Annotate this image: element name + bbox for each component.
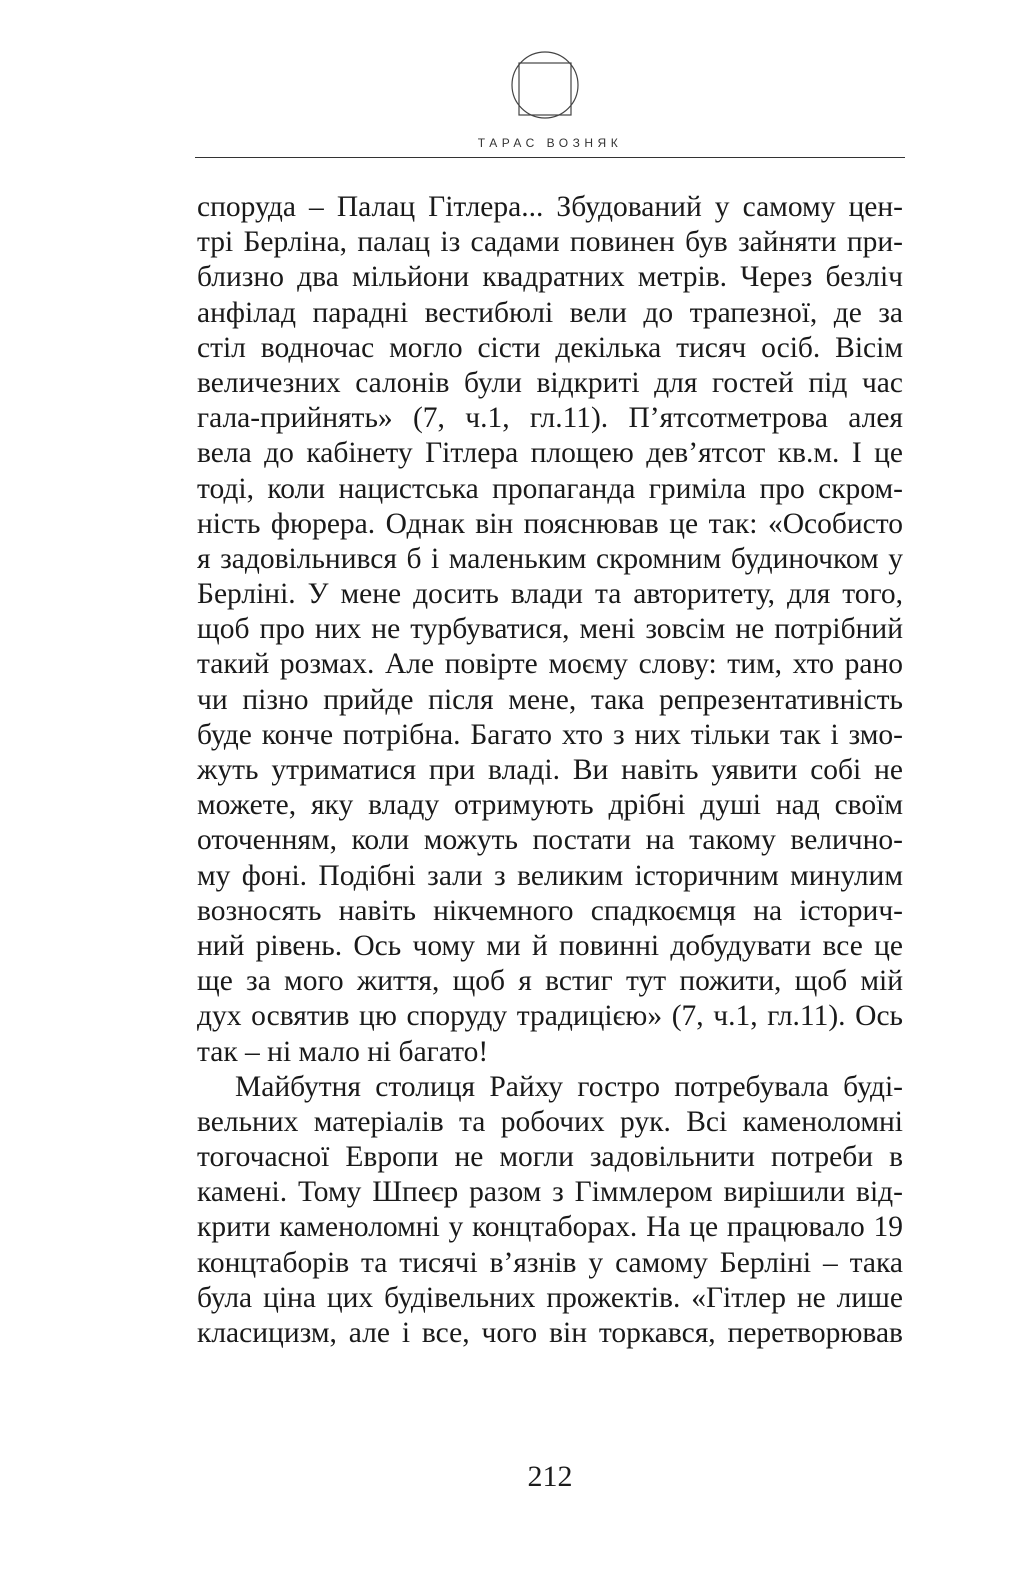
running-header-author: ТАРАС ВОЗНЯК [477, 136, 623, 150]
text-line: я задовільнився б і маленьким скромним будиночком у [197, 542, 903, 575]
text-line: вела до кабінету Гітлера площею дев’ятсот кв.м. І це [197, 437, 903, 470]
text-line: величезних салонів були відкриті для гостей під час [197, 366, 903, 399]
text-line: близно два мільйони квадратних метрів. Через безліч [197, 261, 903, 294]
circle-square-logo-icon [510, 50, 580, 120]
text-line: крити каменоломні у концтаборах. На це працювало 19 [197, 1211, 903, 1244]
text-line: так – ні мало ні багато! [197, 1035, 489, 1068]
text-line: стіл водночас могло сісти декілька тисяч осіб. Вісім [197, 331, 903, 364]
text-line: можете, яку владу отримують дрібні душі над своїм [197, 789, 903, 822]
text-line: дух освятив цю споруду традицією» (7, ч.1, гл.11). Ось [197, 1000, 903, 1033]
text-line: Майбутня столиця Райху гостро потребувала буді- [235, 1070, 903, 1103]
text-line: Берліні. У мене досить влади та авторитету, для того, [197, 578, 903, 611]
text-line: буде конче потрібна. Багато хто з них тільки так і змо- [197, 718, 903, 751]
text-line: концтаборів та тисячі в’язнів у самому Берліні – така [197, 1246, 903, 1279]
text-line: класицизм, але і все, чого він торкався, перетворював [197, 1317, 903, 1349]
text-line: оточенням, коли можуть постати на такому велично- [197, 824, 903, 857]
text-line: тоді, коли нацистська пропаганда гриміла про скром- [197, 472, 903, 505]
text-line: ний рівень. Ось чому ми й повинні добудувати все це [197, 929, 903, 962]
text-line: возносять навіть нікчемного спадкоємця на історич- [197, 894, 903, 927]
text-line: була ціна цих будівельних прожектів. «Гітлер не лише [197, 1281, 903, 1314]
text-line: тогочасної Европи не могли задовільнити потреби в [197, 1141, 903, 1174]
text-line: ще за мого життя, щоб я встиг тут пожити, щоб мій [197, 965, 903, 998]
text-line: трі Берліна, палац із садами повинен був зайняти при- [197, 226, 903, 259]
text-line: щоб про них не турбуватися, мені зовсім не потрібний [197, 613, 903, 646]
text-line: анфілад парадні вестибюлі вели до трапезної, де за [197, 296, 903, 329]
text-line: ність фюрера. Однак він пояснював це так: «Особисто [197, 507, 903, 540]
header-divider [195, 157, 905, 158]
text-line: вельних матеріалів та робочих рук. Всі каменоломні [197, 1105, 903, 1138]
text-line: му фоні. Подібні зали з великим історичним минулим [197, 859, 903, 892]
text-line: такий розмах. Але повірте моєму слову: тим, хто рано [197, 648, 903, 681]
text-line: споруда – Палац Гітлера... Збудований у самому цен- [197, 191, 903, 223]
text-line: жуть утриматися при владі. Ви навіть уявити собі не [197, 754, 903, 786]
text-line: камені. Тому Шпеєр разом з Гіммлером вирішили від- [197, 1176, 903, 1209]
page-number: 212 [527, 1460, 573, 1493]
text-line: гала-прийнять» (7, ч.1, гл.11). П’ятсотметрова алея [197, 402, 903, 435]
text-line: чи пізно прийде після мене, така репрезентативність [197, 683, 903, 716]
page-body [197, 190, 903, 1351]
